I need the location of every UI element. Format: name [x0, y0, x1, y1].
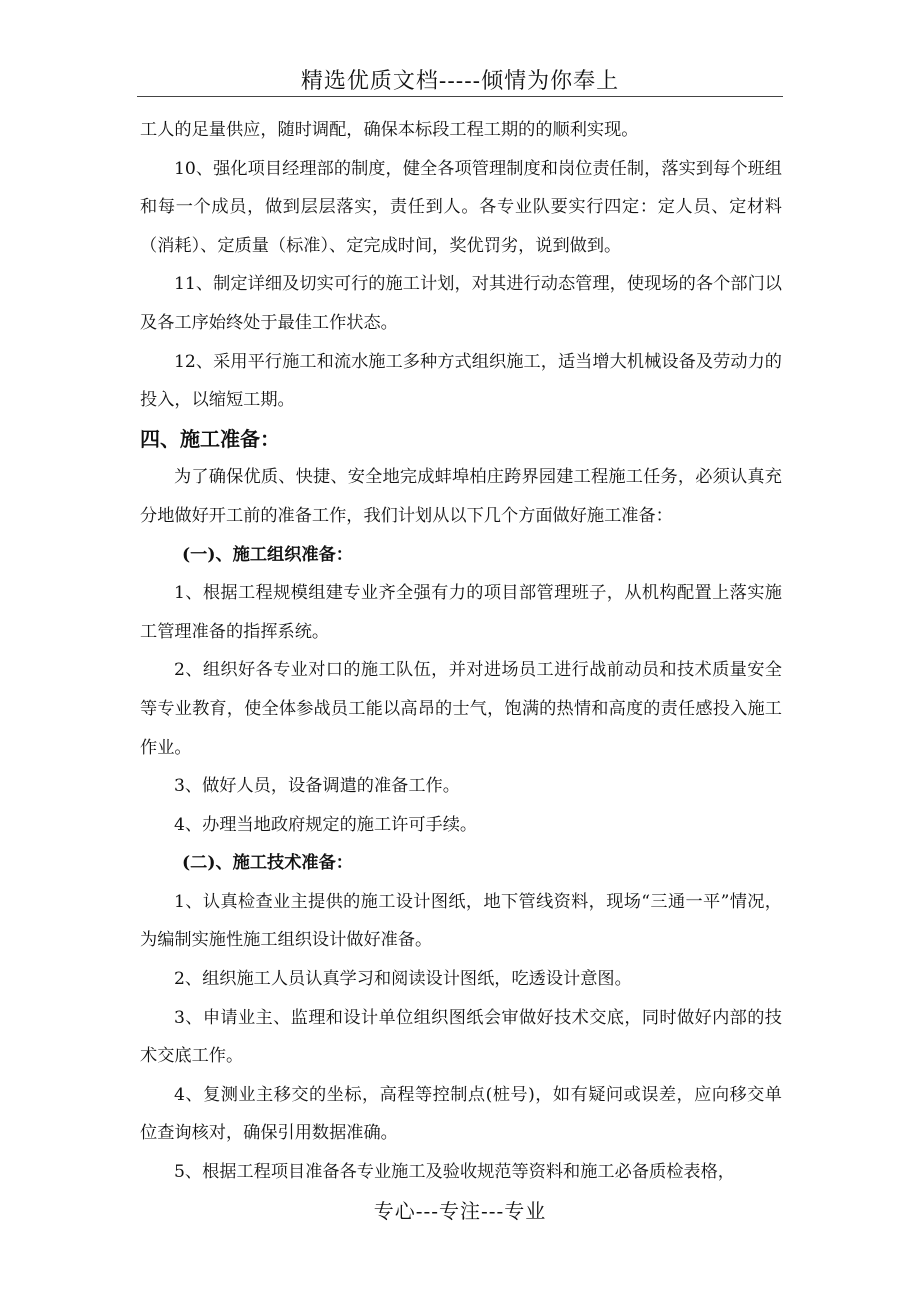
paragraph-org-3: 3、做好人员，设备调遣的准备工作。 [174, 776, 460, 797]
paragraph-continuation: 工人的足量供应，随时调配，确保本标段工程工期的的顺利实现。 [140, 120, 639, 140]
paragraph-org-2: 2、组织好各专业对口的施工队伍，并对进场员工进行战前动员和技术质量安全等专业教育，使全体参战员工能以高昂的士气，饱满的热情和高度的责任感投入施工作业。 [140, 660, 782, 758]
paragraph-intro: 为了确保优质、快捷、安全地完成蚌埠柏庄跨界园建工程施工任务，必须认真充分地做好开工前的准备工作，我们计划从以下几个方面做好施工准备： [140, 467, 782, 526]
paragraph-org-1: 1、根据工程规模组建专业齐全强有力的项目部管理班子，从机构配置上落实施工管理准备的指挥系统。 [140, 583, 782, 642]
paragraph-tech-5: 5、根据工程项目准备各专业施工及验收规范等资料和施工必备质检表格， [174, 1162, 735, 1183]
paragraph-tech-1: 1、认真检查业主提供的施工设计图纸，地下管线资料，现场“三通一平”情况，为编制实施性施工组织设计做好准备。 [140, 891, 782, 951]
paragraph-item-12: 12、采用平行施工和流水施工多种方式组织施工，适当增大机械设备及劳动力的投入，以缩短工期。 [140, 351, 782, 411]
header-rule [137, 96, 783, 97]
paragraph-tech-4: 4、复测业主移交的坐标，高程等控制点(桩号)，如有疑问或误差，应向移交单位查询核对，确保引用数据准确。 [140, 1084, 782, 1144]
paragraph-org-4: 4、办理当地政府规定的施工许可手续。 [174, 814, 478, 835]
subsection-heading-technical: (二)、施工技术准备： [182, 853, 353, 874]
paragraph-item-11: 11、制定详细及切实可行的施工计划，对其进行动态管理，使现场的各个部门以及各工序始终处于最佳工作状态。 [140, 274, 782, 333]
section-heading: 四、施工准备： [140, 426, 280, 451]
page-header: 精选优质文档-----倾情为你奉上 [300, 69, 620, 94]
paragraph-item-10: 10、强化项目经理部的制度，健全各项管理制度和岗位责任制，落实到每个班组和每一个成员，做到层层落实，责任到人。各专业队要实行四定：定人员、定材料（消耗）、定质量（标准）、定完成时间，奖优罚劣，说到做到。 [140, 158, 782, 256]
page-footer: 专心---专注---专业 [373, 1199, 547, 1223]
subsection-heading-organization: (一)、施工组织准备： [182, 544, 353, 565]
paragraph-tech-3: 3、申请业主、监理和设计单位组织图纸会审做好技术交底，同时做好内部的技术交底工作。 [140, 1007, 782, 1067]
document-body [140, 111, 782, 1192]
paragraph-tech-2: 2、组织施工人员认真学习和阅读设计图纸，吃透设计意图。 [174, 969, 632, 990]
